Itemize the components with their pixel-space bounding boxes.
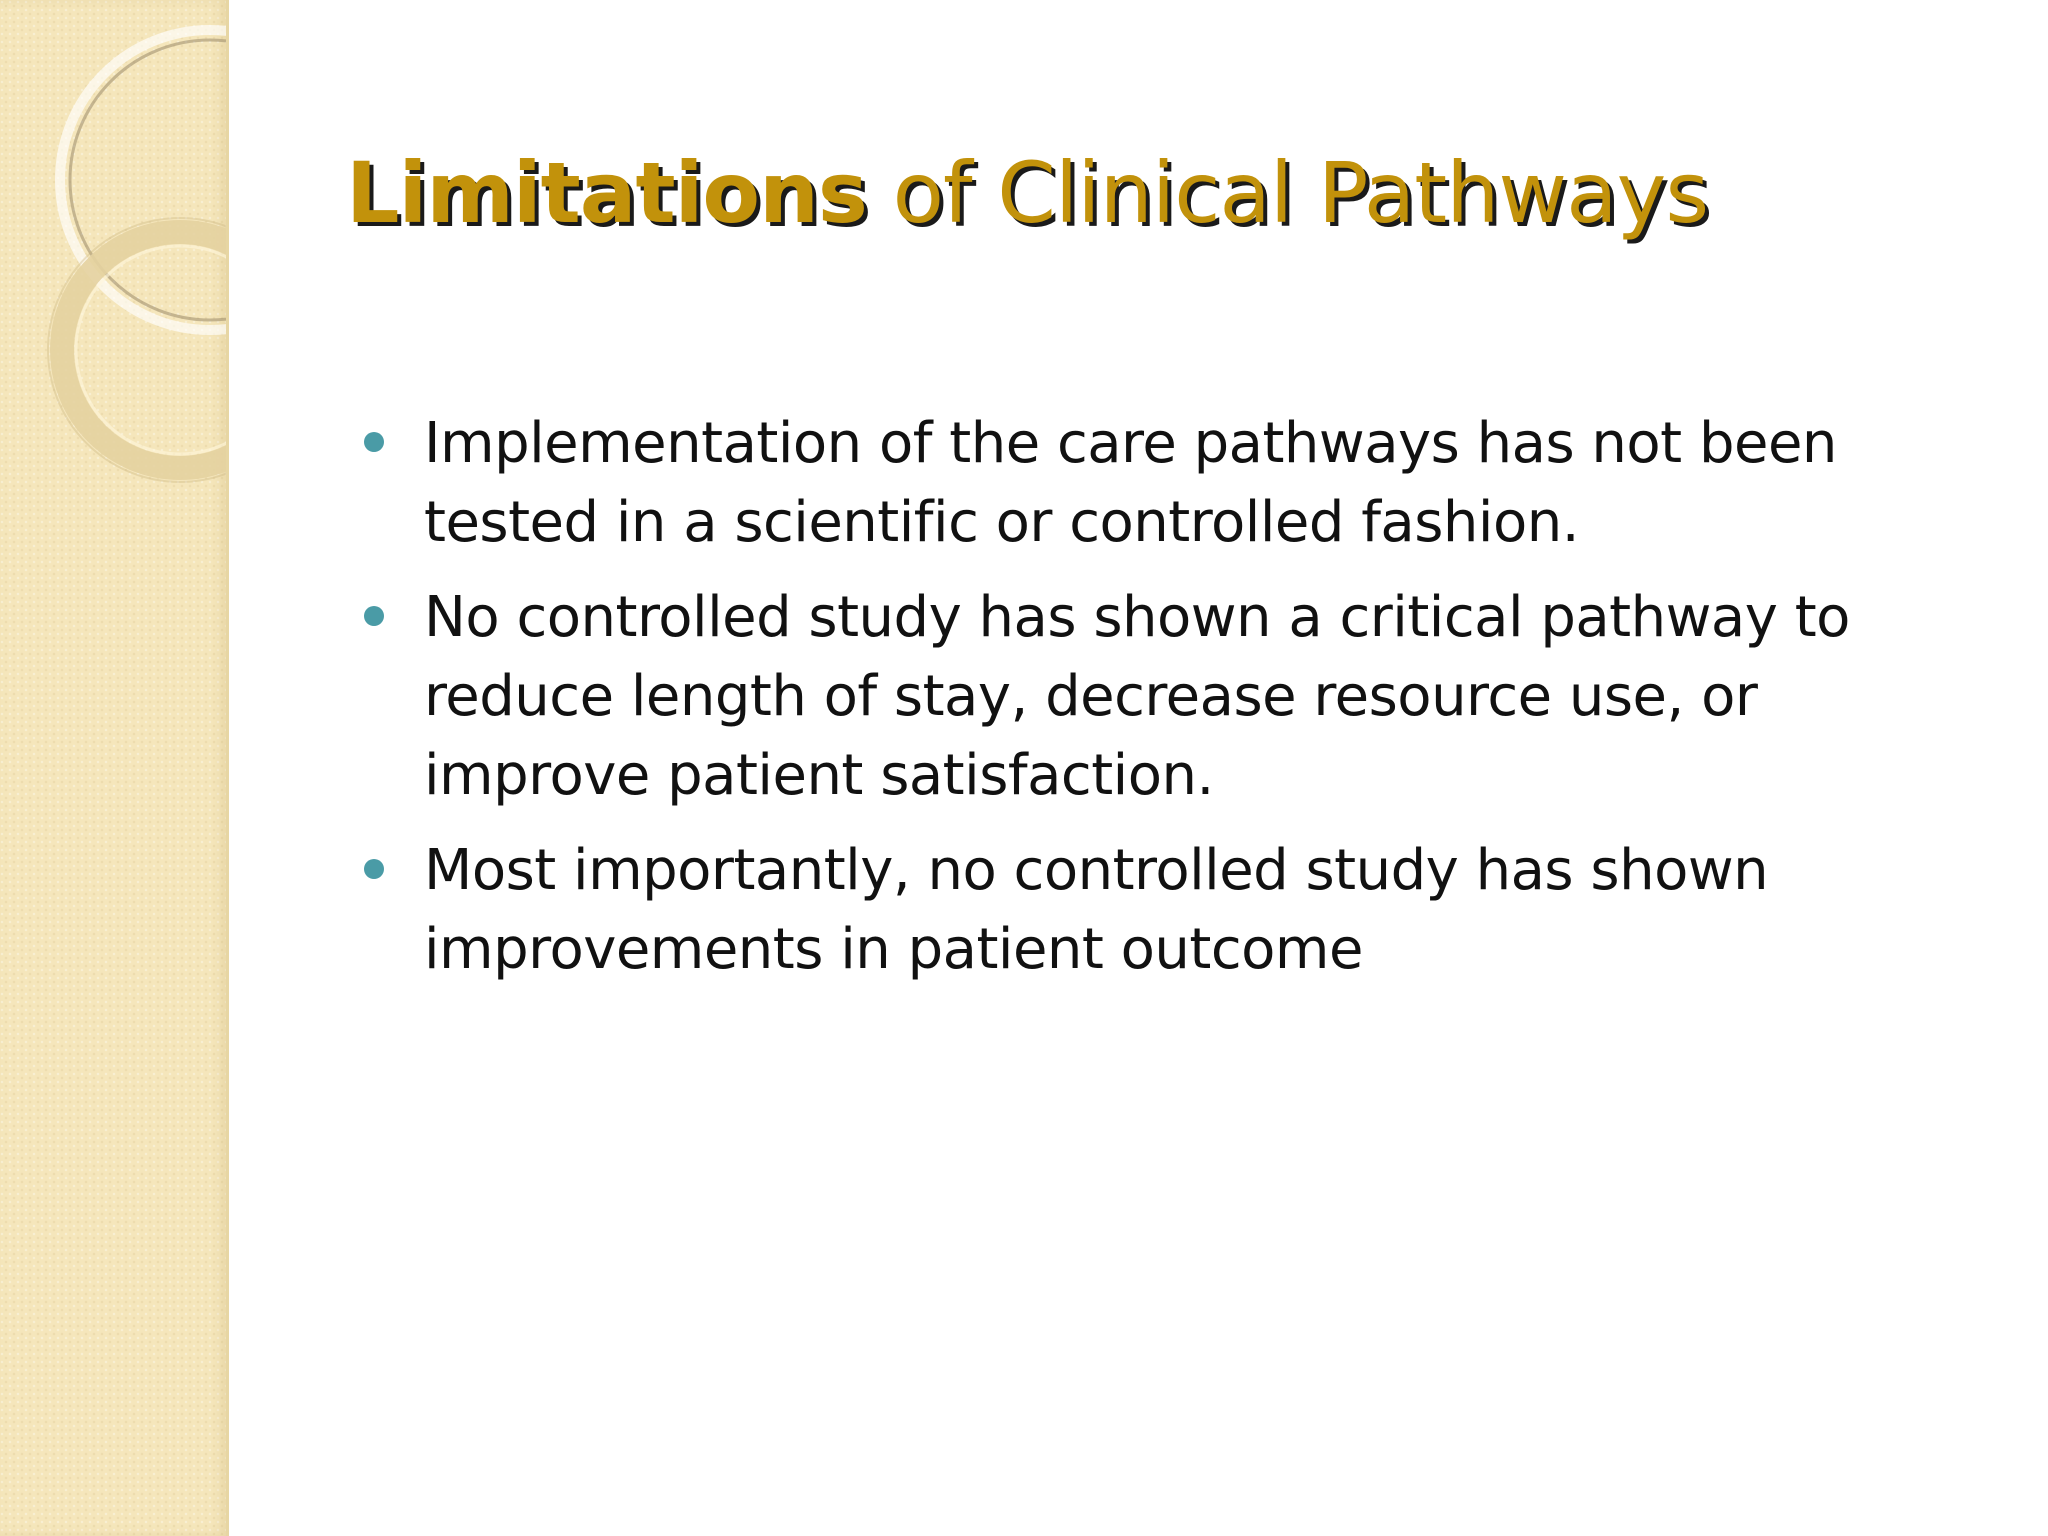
title-bold-part: Limitations [346, 144, 867, 242]
decorative-sidebar [0, 0, 229, 1536]
bullet-text: Most importantly, no controlled study has shown improvements in patient outcome [424, 838, 1769, 982]
bullet-text: No controlled study has shown a critical pathway to reduce length of stay, decrease resource use, or improve patient satisfaction. [424, 585, 1850, 808]
bullet-item [352, 404, 1912, 562]
bullet-list [352, 404, 1912, 1005]
slide-title [346, 138, 1906, 248]
title-rest-part: of Clinical Pathways [866, 144, 1709, 242]
bullet-text: Implementation of the care pathways has not been tested in a scientific or controlled fashion. [424, 411, 1837, 555]
bullet-dot-icon [364, 606, 384, 626]
bullet-item [352, 578, 1912, 815]
decorative-rings-icon [0, 0, 226, 520]
bullet-dot-icon [364, 432, 384, 452]
bullet-item [352, 831, 1912, 989]
bullet-dot-icon [364, 859, 384, 879]
